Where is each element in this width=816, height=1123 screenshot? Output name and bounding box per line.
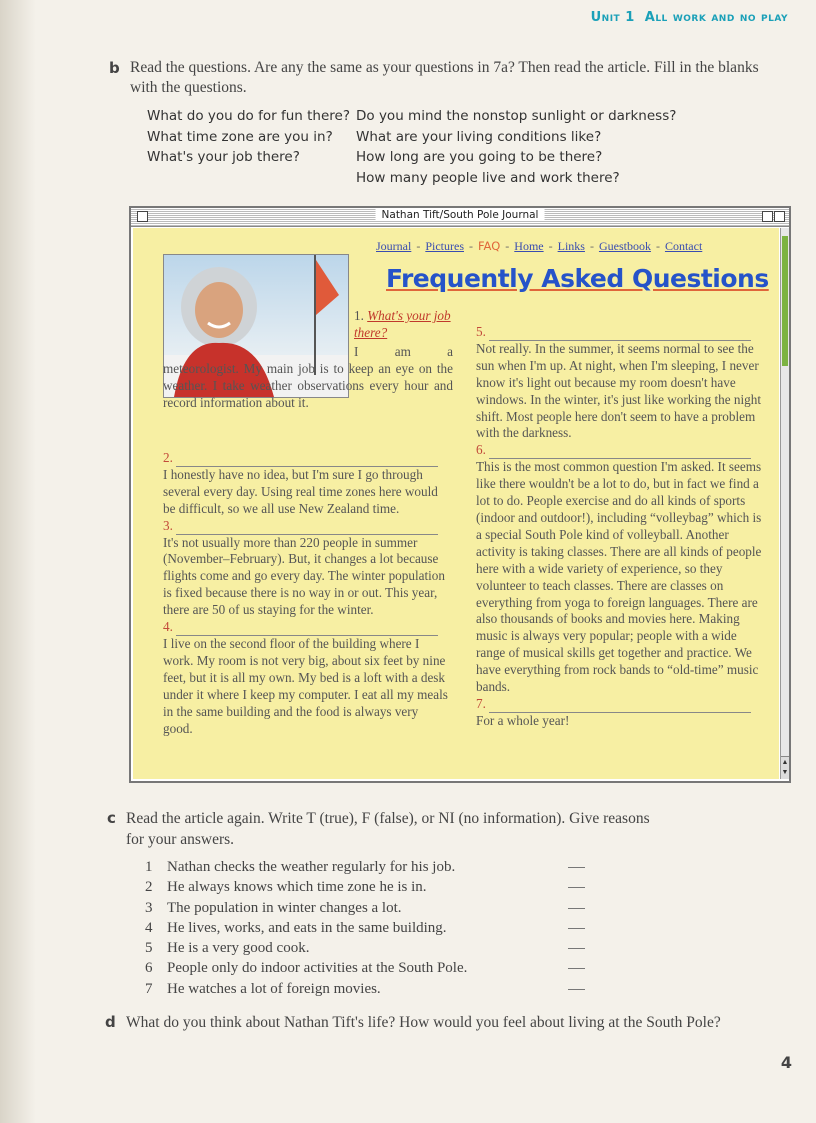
scrollbar-thumb[interactable] [782,236,788,366]
faq-a2: I honestly have no idea, but I'm sure I go through several every day. Using real time zones here would be difficult, so we all use New Zealand time. [163,466,438,516]
question-bank-right [356,106,676,188]
nav-link-home[interactable]: Home [514,239,544,253]
nav-link-pictures[interactable]: Pictures [425,239,464,253]
web-page [133,228,779,779]
question-option: How many people live and work there? [356,169,620,186]
faq-a1: I am a meteorologist. My main job is to keep an eye on the weather. I take weather observations every hour and record information about it. [163,344,453,410]
faq-a5: Not really. In the summer, it seems normal to see the sun when I'm up. At night, when I'm sleeping, I never know it's light out because my room doesn't have windows. In the winter, it's just like working the night shift. Most people here don't seem to have a problem with the darkness. [476,340,761,441]
statement-number: 7 [145,980,153,997]
answer-blank[interactable] [568,908,585,909]
statement-number: 6 [145,960,153,977]
question-option: How long are you going to be there? [356,149,603,165]
nav-link-journal[interactable]: Journal [376,239,412,253]
statement-text: He watches a lot of foreign movies. [167,980,381,997]
nav-link-faq[interactable]: FAQ [478,239,501,253]
close-box-icon[interactable] [137,211,148,222]
section-c-letter: c [107,809,116,827]
unit-header [591,10,788,25]
faq-a7: For a whole year! [476,712,570,728]
statement-number: 2 [145,879,153,896]
statement-text: People only do indoor activities at the South Pole. [167,960,468,977]
nav-link-guestbook[interactable]: Guestbook [598,239,651,253]
statement-text: He lives, works, and eats in the same building. [167,919,447,936]
scroll-arrows-icon[interactable]: ▲ ▼ [781,756,789,779]
faq-a3: It's not usually more than 220 people in summer (November–February). But, it changes a lot because flights come and go every day. The winter population is fixed because there is no way in or out. This year, there are 50 of us staying for the winter. [163,534,445,618]
section-b-instruction: Read the questions. Are any the same as your questions in 7a? Then read the article. Fill in the blanks with the questions. [130,59,759,96]
faq-q1-wrap [354,308,456,342]
question-bank-left [147,106,350,168]
question-option: Do you mind the nonstop sunlight or darkness? [356,108,677,124]
list-item [145,958,585,978]
faq-q3-number: 3. [163,517,173,533]
answer-blank[interactable] [568,867,585,868]
faq-a4: I live on the second floor of the building where I work. My room is not very big, about six feet by nine feet, but it is all my own. My bed is a loft with a desk under it where I keep my computer. I eat all my meals in the same building and the food is always very good. [163,635,448,736]
section-b-letter: b [109,59,120,77]
statement-number: 4 [145,919,153,936]
unit-number: Unit 1 [590,10,635,25]
list-item [145,979,585,999]
list-item [145,938,585,958]
page-gutter-shadow [0,0,36,1123]
answer-blank[interactable] [568,968,585,969]
zoom-box-icon[interactable] [762,211,773,222]
unit-title: All work and no play [644,10,788,25]
question-option: What are your living conditions like? [356,128,602,145]
page-heading: Frequently Asked Questions [386,264,769,293]
statement-text: He always knows which time zone he is in. [167,879,427,896]
section-c-instruction-2: for your answers. [126,831,235,848]
faq-a6: This is the most common question I'm asked. It seems like there wouldn't be a lot to do, but in fact we find a lot to do. People exercise and do all kinds of sports (indoor and outdoor!), including “volleybag” which is a special South Pole kind of volleyball. Another activity is taking classes. There are all kinds of people here with a wide variety of experience, so they volunteer to teach classes. There are classes on everything from yoga to foreign languages. There are also thousands of books and movies here. Making music is always very popular; people with a wide range of musical skills get together and practice. We have everything from rock bands to “old-time” music bands. [476,459,762,695]
faq-q6-number: 6. [476,442,486,458]
statement-text: He is a very good cook. [167,940,310,957]
statements-list [145,857,585,999]
section-c-instruction-1: Read the article again. Write T (true), F (false), or NI (no information). Give reasons [126,810,650,827]
answer-blank[interactable] [568,948,585,949]
faq-right-column [476,324,764,730]
section-d-letter: d [105,1013,116,1031]
list-item [145,918,585,938]
question-option: What do you do for fun there? [147,108,350,124]
faq-q7-number: 7. [476,695,486,711]
collapse-box-icon[interactable] [774,211,785,222]
vertical-scrollbar[interactable] [780,228,789,779]
faq-q1-number: 1. [354,308,364,323]
faq-q1-answer: What's your job there? [354,308,451,340]
nav-link-contact[interactable]: Contact [664,239,703,253]
list-item [145,898,585,918]
answer-blank[interactable] [568,928,585,929]
answer-blank[interactable] [568,989,585,990]
statement-number: 5 [145,940,153,957]
nav-link-links[interactable]: Links [557,239,585,253]
window-titlebar[interactable] [131,208,789,227]
faq-q2-number: 2. [163,450,173,465]
statement-number: 1 [145,859,153,875]
question-option: What time zone are you in? [147,128,333,145]
question-option: What's your job there? [147,149,300,165]
statement-text: Nathan checks the weather regularly for his job. [167,859,456,875]
faq-a1-block [163,344,453,412]
answer-blank[interactable] [568,887,585,888]
faq-left-column [163,450,451,737]
statement-text: The population in winter changes a lot. [167,899,402,916]
faq-q4-number: 4. [163,619,173,635]
faq-q5-number: 5. [476,324,486,339]
statement-number: 3 [145,899,153,916]
window-title: Nathan Tift/South Pole Journal [376,209,545,221]
section-d-instruction: What do you think about Nathan Tift's life? How would you feel about living at the South Pole? [126,1014,721,1031]
list-item [145,857,585,877]
page-number: 4 [780,1053,792,1072]
site-nav: Journal - Pictures - FAQ - Home - Links - Guestbook - Contact [376,239,703,253]
list-item [145,877,585,897]
browser-window [129,206,791,783]
